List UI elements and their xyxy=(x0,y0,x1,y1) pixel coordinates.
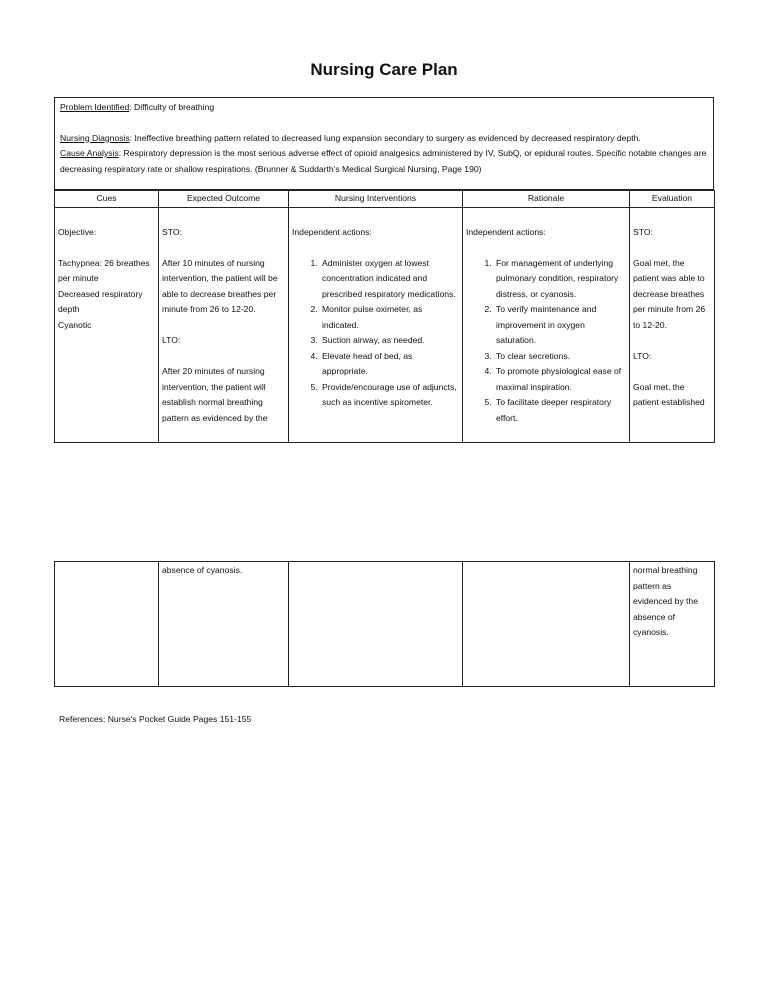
lto-text: After 20 minutes of nursing intervention, the patient will establish normal breathing pattern as evidenced by the xyxy=(162,366,268,423)
table-row xyxy=(55,562,715,687)
column-header-rationale: Rationale xyxy=(463,191,630,208)
cue-item: Tachypnea: 26 breathes per minute xyxy=(58,257,150,283)
list-item: 1. Administer oxygen at lowest concentration indicated and prescribed respiratory medications. xyxy=(320,256,459,303)
cues-cell xyxy=(55,208,159,443)
references-note: References: Nurse's Pocket Guide Pages 151-155 xyxy=(59,714,252,724)
interventions-list xyxy=(292,256,459,411)
cues-heading: Objective: xyxy=(58,226,97,237)
list-item: 4. To promote physiological ease of maximal inspiration. xyxy=(494,364,626,395)
sto-label: STO: xyxy=(162,226,182,237)
list-item: 1. For management of underlying pulmonary condition, respiratory distress, or cyanosis. xyxy=(494,256,626,303)
rationale-cell xyxy=(463,208,630,443)
eval-lto-text-continued: normal breathing pattern as evidenced by the absence of cyanosis. xyxy=(633,565,698,637)
care-plan-table-continued xyxy=(54,561,715,687)
cues-cell-continued xyxy=(55,562,159,687)
cause-value: : Respiratory depression is the most serious adverse effect of opioid analgesics administered by IV, SubQ, or epidural routes. Specific notable changes are decreasing respiratory rate or shallow respirations. (Brunner & Suddarth's Medical Surgical Nursing, Page 190) xyxy=(60,148,707,174)
evaluation-cell xyxy=(630,208,715,443)
lto-label: LTO: xyxy=(162,335,181,345)
interventions-cell-continued xyxy=(289,562,463,687)
rationale-list xyxy=(466,256,626,427)
list-item: 5. To facilitate deeper respiratory effort. xyxy=(494,395,626,426)
care-plan-table xyxy=(54,190,715,443)
sto-text: After 10 minutes of nursing intervention, the patient will be able to decrease breathes per minute from 26 to 12-20. xyxy=(162,257,278,314)
rationale-cell-continued xyxy=(463,562,630,687)
column-header-nursing-interventions: Nursing Interventions xyxy=(289,191,463,208)
column-header-cues: Cues xyxy=(55,191,159,208)
table-row xyxy=(55,208,715,443)
column-header-evaluation: Evaluation xyxy=(630,191,715,208)
diagnosis-label: Nursing Diagnosis xyxy=(60,132,130,143)
eval-lto-label: LTO: xyxy=(633,350,652,361)
column-header-expected-outcome: Expected Outcome xyxy=(159,191,289,208)
diagnosis-value: : Ineffective breathing pattern related to decreased lung expansion secondary to surgery as evidenced by decreased respiratory depth. xyxy=(129,132,641,143)
interventions-heading: Independent actions: xyxy=(292,226,372,237)
nursing-diagnosis xyxy=(60,131,708,147)
problem-identified xyxy=(60,100,708,116)
table-header-row xyxy=(55,191,715,208)
list-item: 5. Provide/encourage use of adjuncts, such as incentive spirometer. xyxy=(320,380,459,411)
expected-outcome-cell-continued xyxy=(159,562,289,687)
cause-analysis xyxy=(60,146,708,177)
problem-value: : Difficulty of breathing xyxy=(129,102,215,112)
lto-text-continued: absence of cyanosis. xyxy=(162,565,243,575)
evaluation-cell-continued xyxy=(630,562,715,687)
page-title: Nursing Care Plan xyxy=(310,60,458,79)
cause-label: Cause Analysis xyxy=(60,148,119,158)
list-item: 4. Elevate head of bed, as appropriate. xyxy=(320,349,459,380)
rationale-heading: Independent actions: xyxy=(466,226,546,237)
problem-header-box xyxy=(54,97,714,190)
cue-item: Cyanotic xyxy=(58,319,92,330)
eval-lto-text: Goal met, the patient established xyxy=(633,381,705,407)
list-item: 3. To clear secretions. xyxy=(494,349,626,365)
interventions-cell xyxy=(289,208,463,443)
eval-sto-label: STO: xyxy=(633,226,653,237)
list-item: 2. To verify maintenance and improvement in oxygen saturation. xyxy=(494,302,626,349)
cue-item: Decreased respiratory depth xyxy=(58,288,143,314)
problem-label: Problem Identified xyxy=(60,102,130,112)
list-item: 2. Monitor pulse oximeter, as indicated. xyxy=(320,302,459,333)
list-item: 3. Suction airway, as needed. xyxy=(320,333,459,349)
eval-sto-text: Goal met, the patient was able to decrease breathes per minute from 26 to 12-20. xyxy=(633,257,706,330)
expected-outcome-cell xyxy=(159,208,289,443)
